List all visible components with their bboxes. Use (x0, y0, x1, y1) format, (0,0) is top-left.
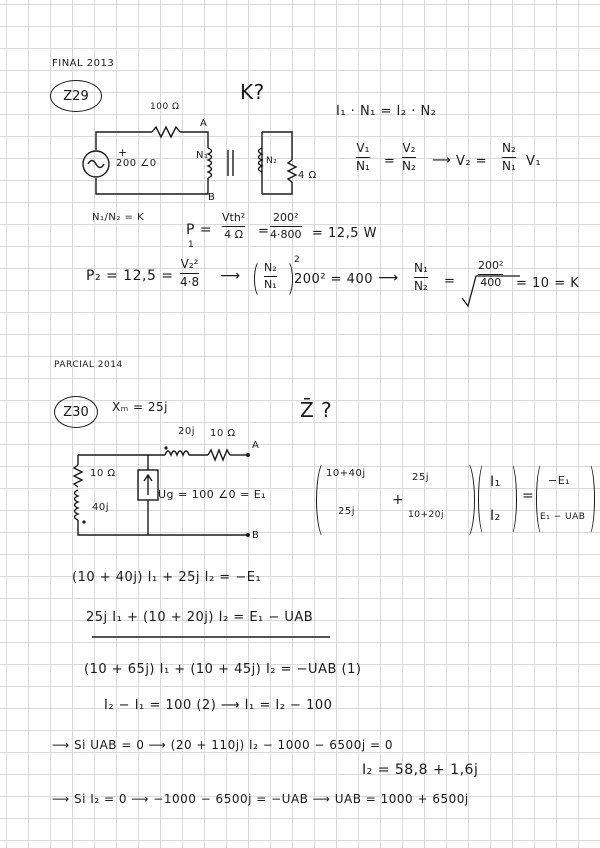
problem-label: Z29 (63, 88, 89, 104)
p2-lhs: P₂ = 12,5 = (86, 268, 174, 284)
terminal-a-label: A (200, 118, 208, 129)
resistor-10-left-label: 10 Ω (90, 468, 116, 479)
terminal-b-label: B (252, 530, 260, 541)
equation-7: ⟶ Si I₂ = 0 ⟶ −1000 − 6500j = −UAB ⟶ UAB = 1000 + 6500j (52, 792, 469, 806)
equals-sign: = (384, 154, 396, 169)
four-eight-hundred: 4·800 (270, 228, 302, 242)
equation-4: I₂ − I₁ = 100 (2) ⟶ I₁ = I₂ − 100 (104, 698, 333, 713)
two-hundred-squared: 200² (273, 211, 299, 224)
problem-badge-z30 (54, 396, 98, 428)
terminal-b-label: B (208, 192, 216, 203)
n1: N₁ (356, 159, 370, 174)
sqrt-frac (478, 260, 503, 289)
mutual-reactance: Xₘ = 25j (112, 400, 168, 414)
frac-v2-n2 (402, 142, 416, 173)
equation-1: (10 + 40j) I₁ + 25j I₂ = −E₁ (72, 570, 262, 585)
power-subscript: 1 (188, 240, 195, 250)
n1: N₁ (414, 261, 428, 275)
exponent-two: 2 (294, 255, 301, 265)
rhs-r2: E₁ − UAB (540, 512, 586, 522)
equals-sign: = (444, 274, 456, 289)
arrow-icon: ⟶ (378, 270, 399, 286)
question-k: K? (240, 80, 265, 104)
n1: N₁ (264, 278, 277, 292)
series-resistor-label: 100 Ω (150, 102, 180, 112)
frac-vth-4ohm (222, 212, 245, 241)
matrix-equals: = (522, 488, 535, 504)
four-ohm: 4 Ω (224, 228, 244, 242)
n2: N₂ (414, 279, 428, 294)
terminal-a-label: A (252, 440, 260, 451)
equation-5: ⟶ Si UAB = 0 ⟶ (20 + 110j) I₂ − 1000 − 6500j = 0 (52, 738, 393, 752)
heading-final-2013: FINAL 2013 (52, 58, 115, 69)
matrix-m22: 10+20j (408, 510, 444, 520)
vector-i2: I₂ (490, 508, 501, 524)
v1: V₁ (356, 141, 370, 155)
frac-v1-n1 (356, 142, 370, 173)
source-label: Ug = 100 ∠0 = E₁ (158, 488, 267, 501)
current-relation: I₁ · N₁ = I₂ · N₂ (336, 104, 437, 119)
n2-label: N₂ (266, 156, 278, 166)
n2: N₂ (502, 141, 516, 155)
n1-label: N₁ (196, 150, 209, 161)
matrix-m11: 10+40j (326, 468, 366, 479)
source-plus-label: + (118, 146, 128, 159)
rhs-r1: −E₁ (548, 474, 571, 487)
frac-n2-n1 (502, 142, 516, 173)
matrix-plus: + (392, 492, 405, 508)
equation-2: 25j I₁ + (10 + 20j) I₂ = E₁ − UAB (86, 610, 314, 625)
v1-tail: V₁ (526, 154, 542, 169)
vector-right-paren (504, 462, 517, 536)
problem-label: Z30 (63, 404, 89, 420)
v2-squared: V₂² (180, 257, 199, 271)
four-eight: 4·8 (180, 275, 200, 290)
arrow-icon: ⟶ (220, 268, 241, 284)
n2: N₂ (264, 261, 277, 274)
ratio-definition: N₁/N₂ = K (92, 212, 145, 223)
source-value-label: 200 ∠0 (116, 158, 157, 169)
matrix-m21: 25j (338, 506, 356, 517)
n1: N₁ (502, 159, 516, 174)
question-z: Z̄ ? (300, 398, 333, 422)
equation-3: (10 + 65j) I₁ + (10 + 45j) I₂ = −UAB (1) (84, 662, 362, 677)
frac-n1-n2 (414, 262, 428, 293)
frac-n2-n1-squared (264, 262, 277, 291)
vector-i1: I₁ (490, 474, 501, 490)
arrow-icon: ⟶ (432, 153, 452, 168)
right-paren (280, 260, 293, 298)
equals-sign: = (258, 224, 270, 239)
resistor-10-label: 10 Ω (210, 428, 236, 439)
load-label: 4 Ω (298, 170, 317, 181)
sqrt-den: 400 (480, 276, 502, 290)
power-lhs: P = (186, 222, 213, 238)
k-result: = 10 = K (516, 276, 580, 291)
ratio-times-200sq: 200² = 400 (294, 272, 373, 287)
n2: N₂ (402, 159, 416, 174)
v2: V₂ (402, 141, 416, 155)
inductor-40j-label: 40j (92, 502, 110, 513)
equation-6: I₂ = 58,8 + 1,6j (362, 762, 479, 778)
sqrt-num: 200² (478, 259, 504, 272)
frac-200sq-4800 (270, 212, 302, 241)
power-result: = 12,5 W (312, 226, 377, 241)
v2-result-lhs: V₂ = (456, 154, 488, 169)
matrix-right-paren (456, 460, 475, 540)
matrix-m12: 25j (412, 472, 430, 483)
vth-squared: Vth² (222, 211, 246, 224)
frac-v2sq-48 (180, 258, 199, 289)
inductor-20j-label: 20j (178, 426, 196, 437)
heading-parcial-2014: PARCIAL 2014 (54, 360, 123, 370)
rhs-right-paren (582, 462, 595, 536)
